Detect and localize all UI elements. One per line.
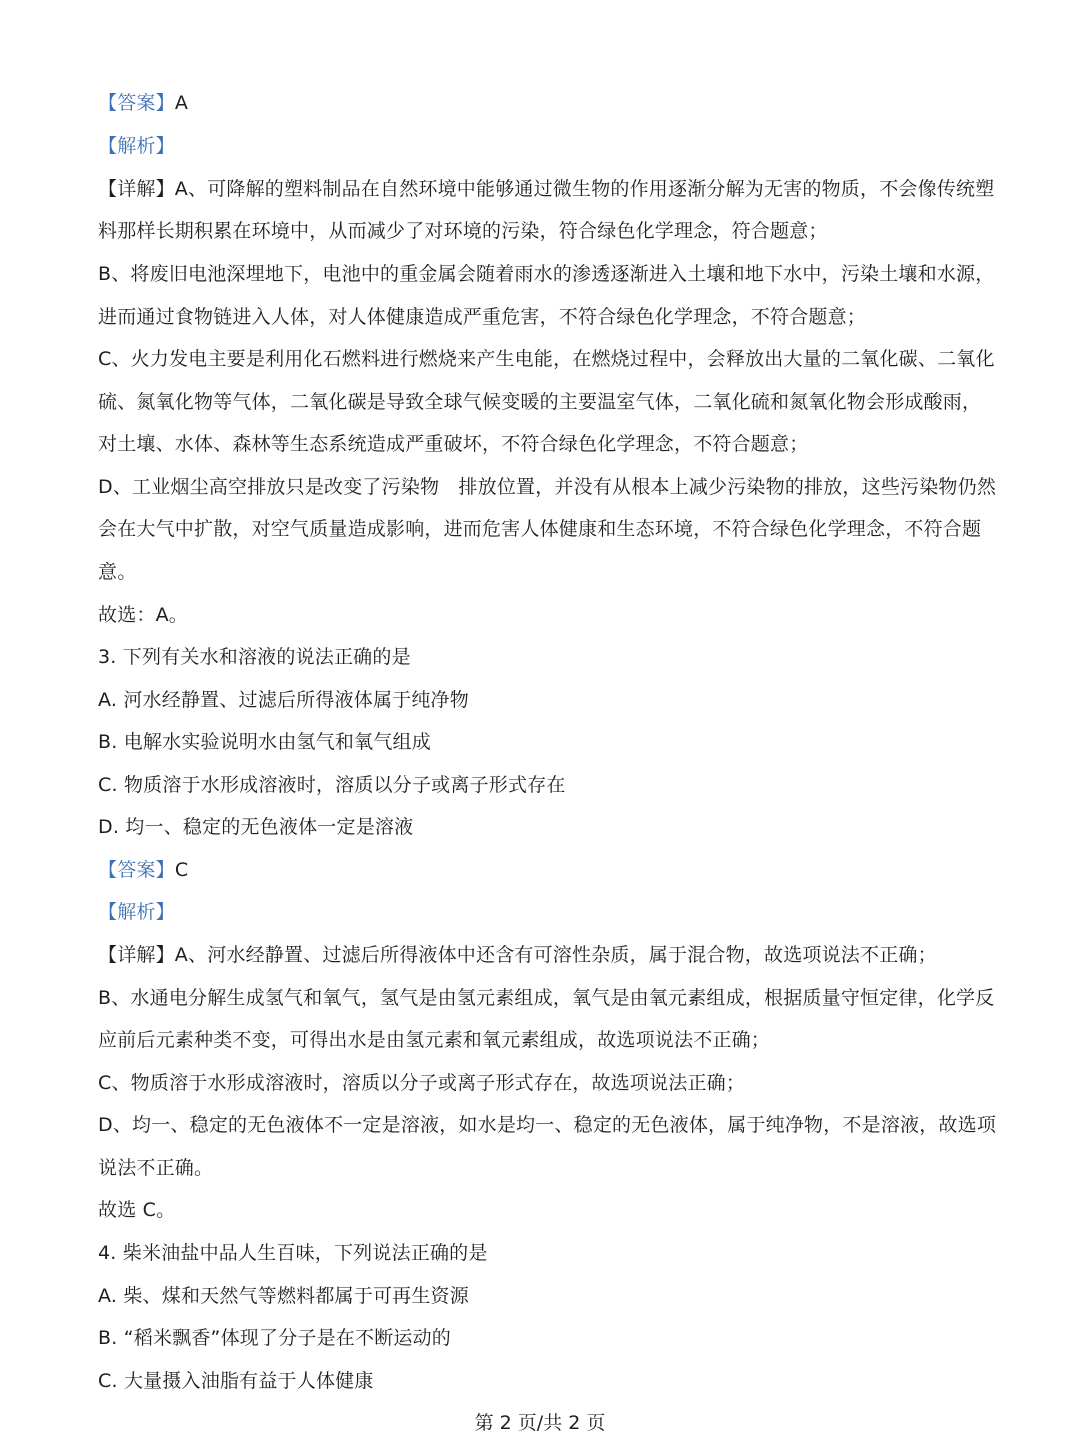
q4-option-b: B. “稻米飘香”体现了分子是在不断运动的: [98, 1327, 452, 1349]
q2-detail-line: 会在大气中扩散，对空气质量造成影响，进而危害人体健康和生态环境，不符合绿色化学理念，不符合题: [98, 518, 982, 540]
q3-answer-tag: 【答案】: [98, 859, 175, 881]
q2-answer: [98, 90, 998, 116]
q2-detail-line: 对土壤、水体、森林等生态系统造成严重破坏，不符合绿色化学理念，不符合题意；: [98, 433, 809, 455]
q3-detail-line: B、水通电分解生成氢气和氧气，氢气是由氢元素组成，氧气是由氧元素组成，根据质量守恒定律，化学反: [98, 987, 995, 1009]
q2-detail-line: 进而通过食物链进入人体，对人体健康造成严重危害，不符合绿色化学理念，不符合题意；: [98, 306, 867, 328]
q2-detail-line: B、将废旧电池深埋地下，电池中的重金属会随着雨水的渗透逐渐进入土壤和地下水中，污染土壤和水源，: [98, 263, 995, 285]
q3-detail-line: D、均一、稳定的无色液体不一定是溶液，如水是均一、稳定的无色液体，属于纯净物，不是溶液，故选项: [98, 1114, 997, 1136]
q3-detail-line: 说法不正确。: [98, 1157, 214, 1179]
q4-stem: 4. 柴米油盐中品人生百味，下列说法正确的是: [98, 1242, 488, 1264]
q2-detail-line: C、火力发电主要是利用化石燃料进行燃烧来产生电能，在燃烧过程中，会释放出大量的二氧化碳、二氧化: [98, 348, 995, 370]
q2-detail-line: D、工业烟尘高空排放只是改变了污染物 排放位置，并没有从根本上减少污染物的排放，这些污染物仍然: [98, 476, 997, 498]
q3-option-b: B. 电解水实验说明水由氢气和氧气组成: [98, 731, 431, 753]
q3-detail-line: 应前后元素种类不变，可得出水是由氢元素和氧元素组成，故选项说法不正确；: [98, 1029, 771, 1051]
q2-answer-value: A: [174, 92, 189, 114]
q2-detail-line: 意。: [98, 561, 137, 583]
q2-answer-tag: 【答案】: [98, 92, 175, 114]
q2-analysis-tag: 【解析】: [98, 135, 175, 157]
q3-option-c: C. 物质溶于水形成溶液时，溶质以分子或离子形式存在: [98, 774, 566, 796]
q3-option-d: D. 均一、稳定的无色液体一定是溶液: [98, 816, 414, 838]
q4-option-a: A. 柴、煤和天然气等燃料都属于可再生资源: [98, 1285, 469, 1307]
q3-answer: [98, 857, 998, 883]
q2-detail-line: 硫、氮氧化物等气体，二氧化碳是导致全球气候变暖的主要温室气体，二氧化硫和氮氧化物会形成酸雨，: [98, 391, 982, 413]
page-footer: 第 2 页/共 2 页: [474, 1412, 606, 1434]
q4-option-c: C. 大量摄入油脂有益于人体健康: [98, 1370, 374, 1392]
q3-stem: 3. 下列有关水和溶液的说法正确的是: [98, 646, 411, 668]
q3-detail-line: 【详解】A、河水经静置、过滤后所得液体中还含有可溶性杂质，属于混合物，故选项说法不正确；: [98, 944, 937, 966]
q2-detail-line: 【详解】A、可降解的塑料制品在自然环境中能够通过微生物的作用逐渐分解为无害的物质，不会像传统塑: [98, 178, 995, 200]
q2-detail-line: 料那样长期积累在环境中，从而减少了对环境的污染，符合绿色化学理念，符合题意；: [98, 220, 828, 242]
q3-conclusion: 故选 C。: [98, 1199, 176, 1221]
q3-option-a: A. 河水经静置、过滤后所得液体属于纯净物: [98, 689, 469, 711]
q3-answer-value: C: [174, 859, 189, 881]
q2-conclusion: 故选：A。: [98, 604, 188, 626]
q3-analysis-tag: 【解析】: [98, 901, 175, 923]
q3-detail-line: C、物质溶于水形成溶液时，溶质以分子或离子形式存在，故选项说法正确；: [98, 1072, 746, 1094]
